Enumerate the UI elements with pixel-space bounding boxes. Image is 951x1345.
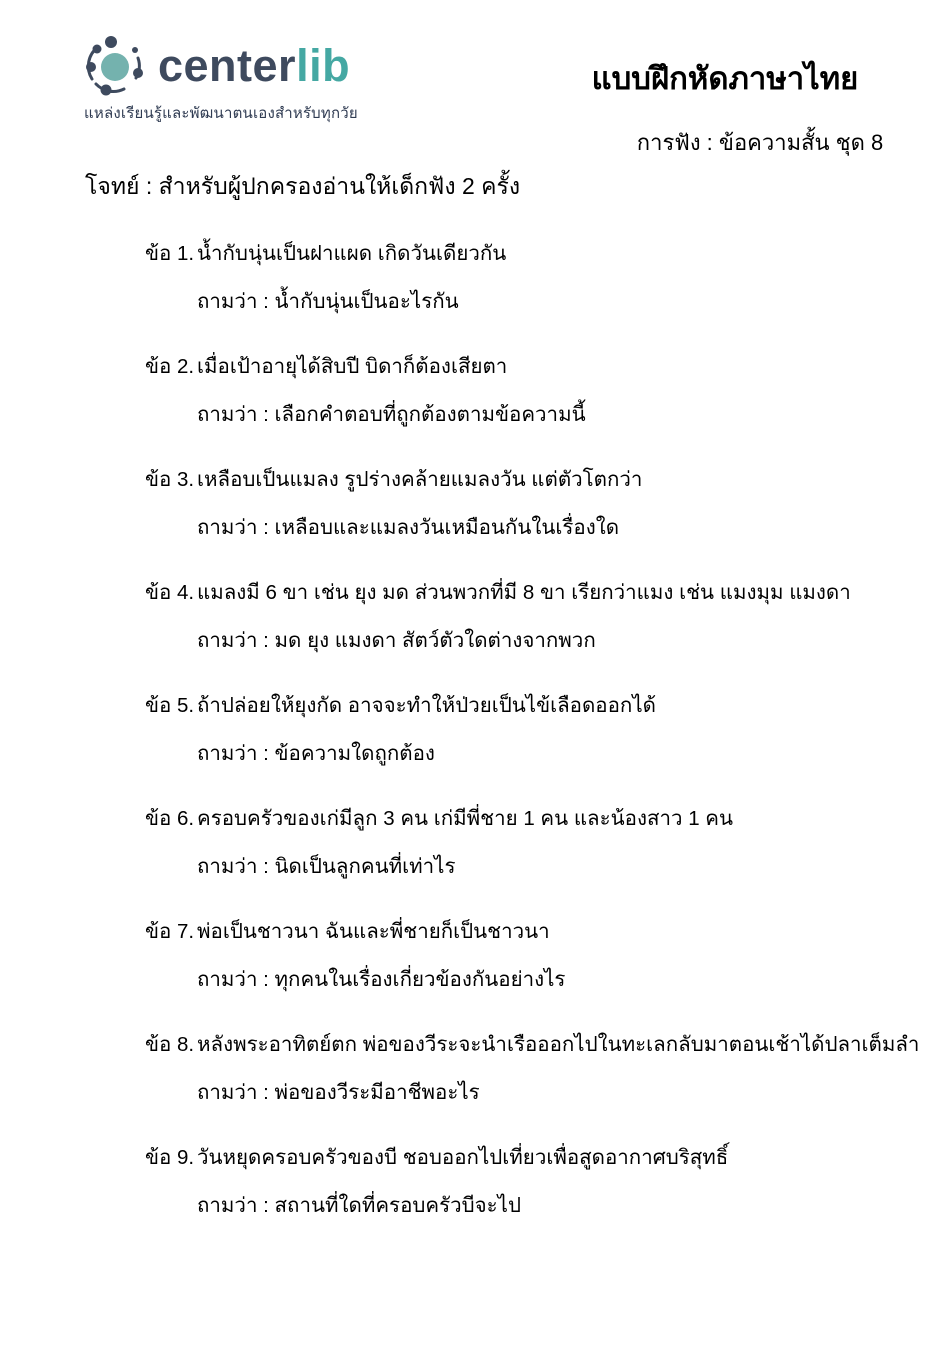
item-number: ข้อ 7. [145, 920, 195, 943]
item-statement: หลังพระอาทิตย์ตก พ่อของวีระจะนำเรือออกไปในทะเลกลับมาตอนเช้าได้ปลาเต็มลำ [197, 1033, 920, 1056]
page-title: แบบฝึกหัดภาษาไทย [591, 61, 859, 96]
item-statement: แมลงมี 6 ขา เช่น ยุง มด ส่วนพวกที่มี 8 ขา เรียกว่าแมง เช่น แมงมุม แมงดา [197, 581, 851, 604]
item-question: ถามว่า : เหลือบและแมลงวันเหมือนกันในเรื่องใด [197, 516, 620, 539]
centerlib-logo [84, 34, 358, 125]
item-question: ถามว่า : พ่อของวีระมีอาชีพอะไร [197, 1081, 480, 1104]
item-statement: น้ำกับนุ่นเป็นฝาแผด เกิดวันเดียวกัน [197, 242, 507, 265]
item-question: ถามว่า : ทุกคนในเรื่องเกี่ยวข้องกันอย่างไร [197, 968, 566, 991]
instruction-line: โจทย์ : สำหรับผู้ปกครองอ่านให้เด็กฟัง 2 ครั้ง [85, 173, 521, 199]
item-statement: เมื่อเป้าอายุได้สิบปี บิดาก็ต้องเสียตา [197, 355, 508, 378]
item-question: ถามว่า : มด ยุง แมงดา สัตว์ตัวใดต่างจากพวก [197, 629, 596, 652]
list-item [145, 803, 925, 882]
item-number: ข้อ 4. [145, 581, 195, 604]
item-statement: เหลือบเป็นแมลง รูปร่างคล้ายแมลงวัน แต่ตัวโตกว่า [197, 468, 643, 491]
item-statement: พ่อเป็นชาวนา ฉันและพี่ชายก็เป็นชาวนา [197, 920, 550, 943]
wordmark-center: center [158, 40, 297, 91]
item-number: ข้อ 6. [145, 807, 195, 830]
item-question: ถามว่า : ข้อความใดถูกต้อง [197, 742, 435, 765]
item-number: ข้อ 9. [145, 1146, 195, 1169]
list-item [145, 351, 925, 430]
item-statement: วันหยุดครอบครัวของบี ชอบออกไปเที่ยวเพื่อสูดอากาศบริสุทธิ์ [197, 1146, 729, 1169]
list-item [145, 690, 925, 769]
item-question: ถามว่า : สถานที่ใดที่ครอบครัวบีจะไป [197, 1194, 521, 1217]
centerlib-orbit-icon [84, 34, 148, 98]
item-number: ข้อ 8. [145, 1033, 195, 1056]
list-item [145, 577, 925, 656]
wordmark-lib: lib [296, 40, 351, 91]
centerlib-wordmark [158, 34, 350, 98]
list-item [145, 464, 925, 543]
item-number: ข้อ 2. [145, 355, 195, 378]
item-question: ถามว่า : น้ำกับนุ่นเป็นอะไรกัน [197, 290, 459, 313]
item-number: ข้อ 3. [145, 468, 195, 491]
item-statement: ครอบครัวของเก่มีลูก 3 คน เก่มีพี่ชาย 1 คน และน้องสาว 1 คน [197, 807, 734, 830]
item-number: ข้อ 5. [145, 694, 195, 717]
item-number: ข้อ 1. [145, 242, 195, 265]
item-question: ถามว่า : เลือกคำตอบที่ถูกต้องตามข้อความนี้ [197, 403, 586, 426]
item-statement: ถ้าปล่อยให้ยุงกัด อาจจะทำให้ป่วยเป็นไข้เลือดออกได้ [197, 694, 656, 717]
question-list [145, 238, 925, 1255]
list-item [145, 1142, 925, 1221]
list-item [145, 238, 925, 317]
logo-tagline: แหล่งเรียนรู้และพัฒนาตนเองสำหรับทุกวัย [84, 105, 358, 122]
page-subtitle: การฟัง : ข้อความสั้น ชุด 8 [636, 130, 884, 155]
list-item [145, 1029, 925, 1108]
item-question: ถามว่า : นิดเป็นลูกคนที่เท่าไร [197, 855, 456, 878]
list-item [145, 916, 925, 995]
